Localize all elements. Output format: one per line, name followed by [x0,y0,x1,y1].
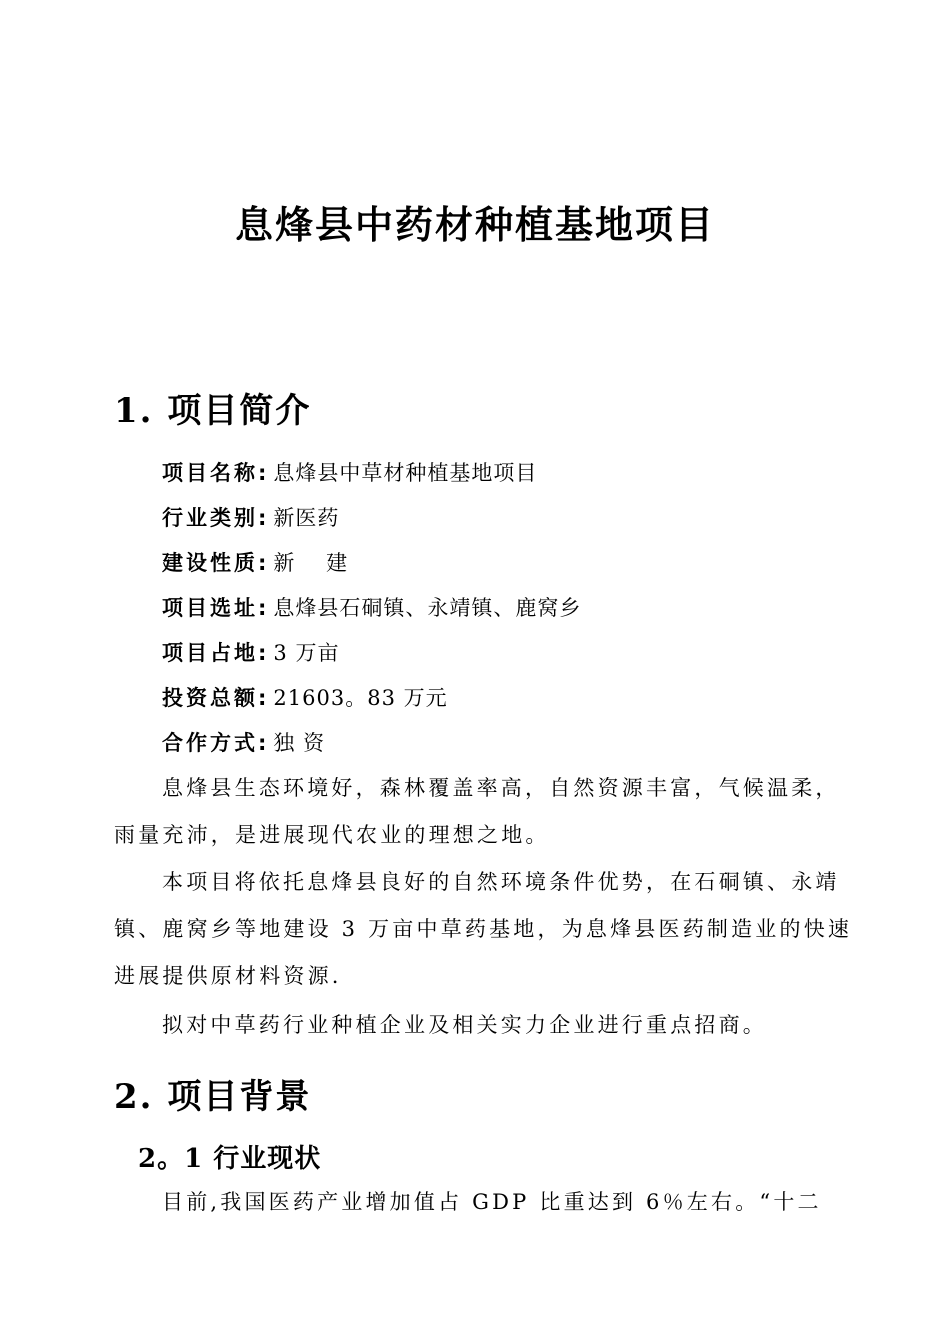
field-value: 3 万亩 [273,641,340,665]
section-heading-background: 2. 项目背景 [114,1077,312,1117]
field-value: 息烽县石硐镇、永靖镇、鹿窝乡 [273,596,582,620]
field-total-investment [162,683,448,713]
field-construction-nature [162,548,348,578]
paragraph-line: 雨量充沛，是进展现代农业的理想之地。 [114,823,550,847]
paragraph-line: 镇、鹿窝乡等地建设 3 万亩中草药基地，为息烽县医药制造业的快速 [114,917,853,941]
field-value: 21603。83 万元 [273,686,448,710]
field-project-area [162,638,339,668]
subsection-heading-industry-status: 2。1 行业现状 [138,1144,322,1174]
field-label: 建设性质: [162,551,270,575]
paragraph-line: 目前,我国医药产业增加值占 GDP 比重达到 6％左右。“十二 [162,1190,822,1214]
field-label: 项目占地: [162,641,270,665]
field-label: 行业类别: [162,506,270,530]
field-label: 投资总额: [162,686,270,710]
field-value: 新医药 [273,506,340,530]
field-value: 息烽县中草材种植基地项目 [273,461,538,485]
field-label: 合作方式: [162,731,270,755]
document-title: 息烽县中药材种植基地项目 [234,203,715,247]
section-heading-intro: 1. 项目简介 [114,391,312,431]
field-project-name [162,458,537,488]
field-cooperation-mode [162,728,325,758]
paragraph-line: 进展提供原材料资源. [114,964,342,988]
field-value: 新 建 [273,551,349,575]
paragraph-line: 拟对中草药行业种植企业及相关实力企业进行重点招商。 [162,1013,767,1037]
paragraph-line: 息烽县生态环境好，森林覆盖率高，自然资源丰富，气候温柔， [162,776,840,800]
field-label: 项目名称: [162,461,270,485]
field-label: 项目选址: [162,596,270,620]
field-project-location [162,593,581,623]
paragraph-line: 本项目将依托息烽县良好的自然环境条件优势，在石硐镇、永靖 [162,870,840,894]
field-industry-category [162,503,339,533]
field-value: 独 资 [273,731,326,755]
